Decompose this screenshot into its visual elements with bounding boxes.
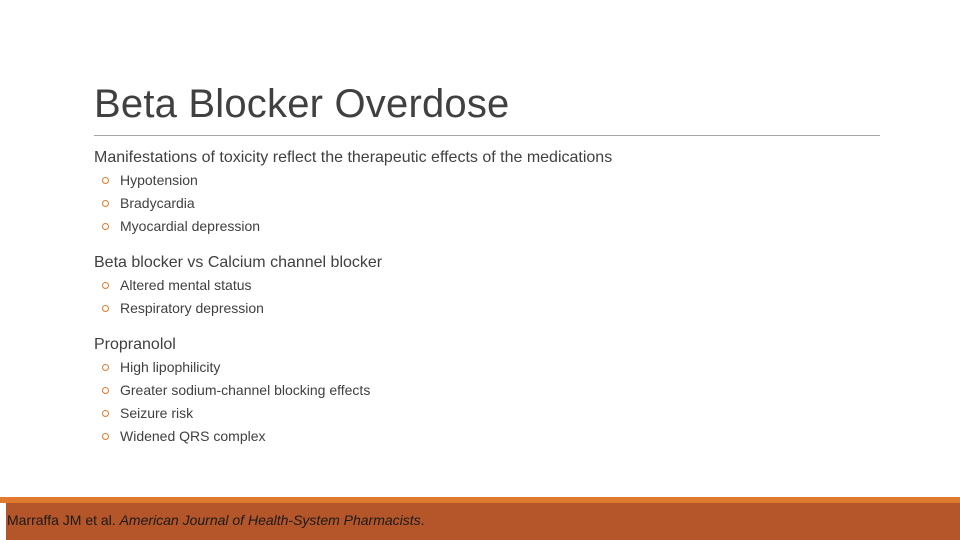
section-manifestations	[94, 146, 894, 238]
list-item-text: Widened QRS complex	[120, 428, 266, 444]
citation-authors: Marraffa JM et al.	[7, 512, 120, 528]
list-item-text: Bradycardia	[120, 195, 195, 211]
list-item	[102, 379, 894, 402]
citation	[7, 512, 425, 528]
list-item-text: High lipophilicity	[120, 359, 221, 375]
list-item-text: Greater sodium-channel blocking effects	[120, 382, 371, 398]
list-item-text: Seizure risk	[120, 405, 194, 421]
circle-bullet-icon	[102, 364, 109, 371]
slide-title: Beta Blocker Overdose	[94, 82, 510, 126]
section-propranolol	[94, 333, 894, 448]
list-item	[102, 425, 894, 448]
circle-bullet-icon	[102, 305, 109, 312]
bullet-list	[94, 274, 894, 320]
list-item-text: Respiratory depression	[120, 300, 264, 316]
circle-bullet-icon	[102, 282, 109, 289]
circle-bullet-icon	[102, 433, 109, 440]
bullet-list	[94, 356, 894, 448]
section-heading: Propranolol	[94, 336, 176, 353]
section-heading: Beta blocker vs Calcium channel blocker	[94, 254, 383, 271]
list-item-text: Myocardial depression	[120, 218, 261, 234]
list-item-text: Hypotension	[120, 172, 198, 188]
circle-bullet-icon	[102, 387, 109, 394]
circle-bullet-icon	[102, 200, 109, 207]
list-item	[102, 169, 894, 192]
circle-bullet-icon	[102, 410, 109, 417]
citation-journal: American Journal of Health-System Pharmacists	[119, 512, 421, 528]
footer-bar	[0, 503, 960, 540]
footer-band	[0, 497, 960, 540]
footer-left-block	[0, 503, 6, 540]
slide-content	[94, 146, 894, 461]
list-item-text: Altered mental status	[120, 277, 252, 293]
list-item	[102, 215, 894, 238]
list-item	[102, 297, 894, 320]
list-item	[102, 356, 894, 379]
list-item	[102, 274, 894, 297]
list-item	[102, 192, 894, 215]
section-beta-vs-ccb	[94, 251, 894, 320]
section-heading: Manifestations of toxicity reflect the therapeutic effects of the medications	[94, 149, 613, 166]
title-divider	[94, 135, 880, 136]
bullet-list	[94, 169, 894, 238]
citation-end: .	[420, 512, 425, 528]
circle-bullet-icon	[102, 223, 109, 230]
list-item	[102, 402, 894, 425]
circle-bullet-icon	[102, 177, 109, 184]
